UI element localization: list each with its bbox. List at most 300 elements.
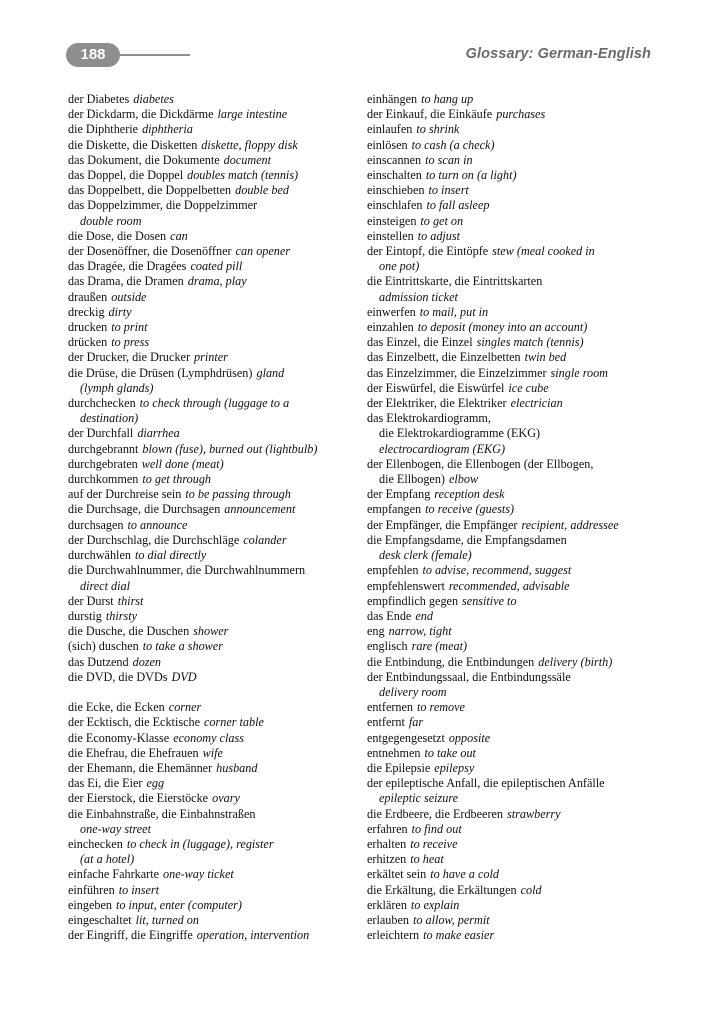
english-translation: end <box>415 608 433 623</box>
glossary-entry <box>68 746 358 761</box>
german-term: die Diskette, die Disketten <box>68 137 198 152</box>
german-term: das Drama, die Dramen <box>68 274 184 289</box>
english-translation: husband <box>216 760 258 775</box>
german-term: einschieben <box>367 183 425 198</box>
english-translation: epileptic seizure <box>379 791 459 806</box>
german-term: der Einkauf, die Einkäufe <box>367 107 493 122</box>
glossary-entry <box>367 305 657 320</box>
english-translation: (at a hotel) <box>80 852 135 867</box>
glossary-entry <box>367 867 657 882</box>
english-translation: to take out <box>424 745 476 760</box>
german-term: das Doppelzimmer, die Doppelzimmer <box>68 198 258 213</box>
english-translation: sensitive to <box>462 593 517 608</box>
english-translation: (lymph glands) <box>80 380 154 395</box>
german-term: das Dutzend <box>68 654 129 669</box>
german-term: der Eintopf, die Eintöpfe <box>367 244 489 259</box>
german-term: der Dickdarm, die Dickdärme <box>68 107 214 122</box>
page-number-badge: 188 <box>66 43 120 67</box>
glossary-entry <box>68 290 358 305</box>
glossary-entry <box>68 487 358 502</box>
german-term: erklären <box>367 897 407 912</box>
german-term: durstig <box>68 608 102 623</box>
glossary-entry <box>68 214 358 229</box>
german-term: der Durchschlag, die Durchschläge <box>68 532 240 547</box>
glossary-entry <box>367 107 657 122</box>
english-translation: diskette, floppy disk <box>201 137 298 152</box>
glossary-entry <box>68 807 358 822</box>
german-term: erleichtern <box>367 928 420 943</box>
glossary-entry <box>367 487 657 502</box>
english-translation: to print <box>111 320 148 335</box>
glossary-entry <box>367 457 657 472</box>
glossary-entry <box>68 791 358 806</box>
german-term: erfahren <box>367 821 408 836</box>
german-term: das Einzelzimmer, die Einzelzimmer <box>367 365 547 380</box>
glossary-entry <box>367 639 657 654</box>
english-translation: stew (meal cooked in <box>492 244 595 259</box>
english-translation: one-way street <box>80 821 151 836</box>
german-term: entgegengesetzt <box>367 730 445 745</box>
english-translation: to insert <box>428 183 469 198</box>
glossary-entry <box>367 259 657 274</box>
german-term: der Eierstock, die Eierstöcke <box>68 791 209 806</box>
glossary-entry <box>367 791 657 806</box>
english-translation: corner <box>168 700 202 715</box>
english-translation: singles match (tennis) <box>476 335 584 350</box>
english-translation: opposite <box>448 730 491 745</box>
glossary-entry <box>367 92 657 107</box>
german-term: drucken <box>68 320 108 335</box>
english-translation: operation, intervention <box>196 928 310 943</box>
german-term: die Erdbeere, die Erdbeeren <box>367 806 504 821</box>
german-term: die Durchsage, die Durchsagen <box>68 502 221 517</box>
german-term: erhalten <box>367 836 407 851</box>
english-translation: purchases <box>496 107 546 122</box>
glossary-entry <box>68 259 358 274</box>
german-term: der Drucker, die Drucker <box>68 350 190 365</box>
german-term: die Drüse, die Drüsen (Lymphdrüsen) <box>68 365 253 380</box>
german-term: durchchecken <box>68 396 136 411</box>
english-translation: to find out <box>411 821 462 836</box>
english-translation: coated pill <box>190 259 243 274</box>
english-translation: lit, turned on <box>135 912 199 927</box>
glossary-entry <box>367 350 657 365</box>
english-translation: to check in (luggage), register <box>126 836 274 851</box>
english-translation: shower <box>193 624 229 639</box>
english-translation: cold <box>520 882 542 897</box>
english-translation: delivery room <box>379 684 447 699</box>
glossary-entry <box>68 153 358 168</box>
english-translation: corner table <box>203 715 264 730</box>
german-term: der Empfang <box>367 487 431 502</box>
german-term: der Entbindungssaal, die Entbindungssäle <box>367 669 571 684</box>
glossary-entry <box>68 761 358 776</box>
german-term: die Eintrittskarte, die Eintrittskarten <box>367 274 543 289</box>
glossary-entry <box>367 776 657 791</box>
glossary-entry <box>68 244 358 259</box>
glossary-entry <box>367 442 657 457</box>
glossary-entry <box>68 624 358 639</box>
english-translation: to explain <box>410 897 460 912</box>
english-translation: well done (meat) <box>141 456 224 471</box>
german-term: die Dusche, die Duschen <box>68 624 190 639</box>
glossary-entry <box>367 670 657 685</box>
glossary-entry <box>367 214 657 229</box>
german-term: das Ei, die Eier <box>68 776 143 791</box>
glossary-entry <box>68 852 358 867</box>
german-term: eingeschaltet <box>68 912 132 927</box>
glossary-entry <box>367 138 657 153</box>
english-translation: to adjust <box>417 228 461 243</box>
glossary-entry <box>68 122 358 137</box>
english-translation: far <box>408 715 424 730</box>
german-term: empfindlich gegen <box>367 593 459 608</box>
english-translation: diphtheria <box>142 122 193 137</box>
glossary-entry <box>367 366 657 381</box>
english-translation: gland <box>256 365 285 380</box>
english-translation: rare (meat) <box>411 639 468 654</box>
german-term: der Elektriker, die Elektriker <box>367 396 507 411</box>
english-translation: to heat <box>410 852 444 867</box>
german-term: die Entbindung, die Entbindungen <box>367 654 535 669</box>
glossary-entry <box>68 913 358 928</box>
glossary-entry <box>367 335 657 350</box>
glossary-entry <box>68 700 358 715</box>
english-translation: electrocardiogram (EKG) <box>379 441 506 456</box>
german-term: entfernen <box>367 700 414 715</box>
glossary-entry <box>68 883 358 898</box>
german-term: die DVD, die DVDs <box>68 669 168 684</box>
glossary-entry <box>68 670 358 685</box>
german-term: der Empfänger, die Empfänger <box>367 517 518 532</box>
english-translation: announcement <box>224 502 296 517</box>
english-translation: one-way ticket <box>163 867 234 882</box>
german-term: einlösen <box>367 137 408 152</box>
german-term: das Ende <box>367 608 412 623</box>
glossary-entry <box>367 229 657 244</box>
english-translation: direct dial <box>80 578 130 593</box>
german-term: das Doppelbett, die Doppelbetten <box>68 183 232 198</box>
glossary-entry <box>68 867 358 882</box>
german-term: der Diabetes <box>68 92 130 106</box>
english-translation: thirsty <box>105 608 138 623</box>
english-translation: drama, play <box>187 274 247 289</box>
english-translation: delivery (birth) <box>538 654 613 669</box>
glossary-entry <box>68 472 358 487</box>
german-term: die Durchwahlnummer, die Durchwahlnummern <box>68 563 306 578</box>
glossary-entry <box>367 548 657 563</box>
german-term: das Elektrokardiogramm, <box>367 411 491 426</box>
german-term: eng <box>367 624 385 639</box>
english-translation: to have a cold <box>430 867 499 882</box>
english-translation: electrician <box>510 396 563 411</box>
german-term: einzahlen <box>367 320 414 335</box>
page-title: Glossary: German-English <box>465 46 651 62</box>
glossary-entry <box>68 396 358 411</box>
english-translation: recipient, addressee <box>521 517 619 532</box>
glossary-entry <box>68 579 358 594</box>
header-rule <box>118 54 190 56</box>
glossary-entry <box>367 579 657 594</box>
german-term: empfangen <box>367 502 422 517</box>
german-term: die Economy-Klasse <box>68 730 170 745</box>
glossary-entry <box>68 715 358 730</box>
english-translation: single room <box>550 365 608 380</box>
german-term: einschalten <box>367 168 422 183</box>
english-translation: diabetes <box>133 92 174 106</box>
german-term: erhitzen <box>367 852 407 867</box>
glossary-entry <box>367 411 657 426</box>
english-translation: dozen <box>132 654 162 669</box>
german-term: einhängen <box>367 92 418 106</box>
german-term: der Eingriff, die Eingriffe <box>68 928 193 943</box>
german-term: einfache Fahrkarte <box>68 867 160 882</box>
glossary-entry <box>367 502 657 517</box>
english-translation: DVD <box>171 669 197 684</box>
glossary-entry <box>367 320 657 335</box>
english-translation: to check through (luggage to a <box>139 396 290 411</box>
glossary-entry <box>68 457 358 472</box>
german-term: entfernt <box>367 715 405 730</box>
glossary-column-right <box>367 92 657 943</box>
english-translation: to deposit (money into an account) <box>417 320 588 335</box>
german-term: erkältet sein <box>367 867 427 882</box>
glossary-entry <box>367 274 657 289</box>
glossary-entry <box>68 198 358 213</box>
section-gap <box>68 685 358 700</box>
english-translation: to dial directly <box>134 548 207 563</box>
english-translation: outside <box>111 289 147 304</box>
english-translation: thirst <box>117 593 144 608</box>
english-translation: diarrhea <box>137 426 180 441</box>
german-term: entnehmen <box>367 745 421 760</box>
glossary-entry <box>68 274 358 289</box>
english-translation: dirty <box>108 304 132 319</box>
english-translation: to be passing through <box>185 487 291 502</box>
glossary-entry <box>367 913 657 928</box>
german-term: empfehlenswert <box>367 578 445 593</box>
glossary-entry <box>367 153 657 168</box>
english-translation: to remove <box>417 700 465 715</box>
german-term: die Erkältung, die Erkältungen <box>367 882 517 897</box>
glossary-entry <box>68 533 358 548</box>
glossary-entry <box>68 898 358 913</box>
german-term: die Einbahnstraße, die Einbahnstraßen <box>68 806 256 821</box>
glossary-entry <box>367 518 657 533</box>
english-translation: one pot) <box>379 259 420 274</box>
german-term: eingeben <box>68 897 112 912</box>
english-translation: to announce <box>127 517 188 532</box>
german-term: durchgebraten <box>68 456 138 471</box>
glossary-entry <box>68 609 358 624</box>
german-term: (sich) duschen <box>68 639 139 654</box>
glossary-entry <box>367 472 657 487</box>
glossary-entry <box>68 928 358 943</box>
german-term: die Dose, die Dosen <box>68 228 167 243</box>
english-translation: economy class <box>173 730 244 745</box>
glossary-entry <box>68 183 358 198</box>
german-term: empfehlen <box>367 563 419 578</box>
german-term: dreckig <box>68 304 105 319</box>
glossary-entry <box>367 807 657 822</box>
glossary-entry <box>68 502 358 517</box>
english-translation: to take a shower <box>142 639 223 654</box>
glossary-entry <box>68 320 358 335</box>
english-translation: reception desk <box>434 487 505 502</box>
glossary-entry <box>367 715 657 730</box>
glossary-entry <box>68 563 358 578</box>
english-translation: can <box>170 228 188 243</box>
glossary-entry <box>367 198 657 213</box>
german-term: einscannen <box>367 152 422 167</box>
glossary-entry <box>68 776 358 791</box>
glossary-entry <box>367 381 657 396</box>
german-term: die Empfangsdame, die Empfangsdamen <box>367 532 567 547</box>
glossary-column-left <box>68 92 358 943</box>
english-translation: to make easier <box>423 928 495 943</box>
glossary-entry <box>68 305 358 320</box>
glossary-entry <box>367 928 657 943</box>
english-translation: to fall asleep <box>426 198 490 213</box>
glossary-entry <box>367 624 657 639</box>
english-translation: to shrink <box>416 122 460 137</box>
english-translation: desk clerk (female) <box>379 548 472 563</box>
german-term: englisch <box>367 639 408 654</box>
glossary-entry <box>367 731 657 746</box>
glossary-entry <box>367 898 657 913</box>
german-term: die Diphtherie <box>68 122 139 137</box>
english-translation: egg <box>146 776 165 791</box>
english-translation: document <box>223 152 272 167</box>
glossary-entry <box>68 168 358 183</box>
english-translation: to input, enter (computer) <box>116 897 242 912</box>
german-term: der Eiswürfel, die Eiswürfel <box>367 380 505 395</box>
glossary-entry <box>367 655 657 670</box>
german-term: drücken <box>68 335 108 350</box>
english-translation: ovary <box>212 791 240 806</box>
glossary-entry <box>68 837 358 852</box>
english-translation: strawberry <box>507 806 561 821</box>
glossary-entry <box>367 822 657 837</box>
english-translation: to scan in <box>425 152 473 167</box>
glossary-entry <box>367 837 657 852</box>
german-term: das Doppel, die Doppel <box>68 168 184 183</box>
german-term: einschlafen <box>367 198 423 213</box>
glossary-entry <box>68 350 358 365</box>
page-header <box>0 0 717 80</box>
german-term: durchkommen <box>68 472 139 487</box>
glossary-entry <box>68 548 358 563</box>
german-term: die Epilepsie <box>367 760 431 775</box>
english-translation: admission ticket <box>379 289 458 304</box>
glossary-entry <box>68 426 358 441</box>
english-translation: to advise, recommend, suggest <box>422 563 572 578</box>
german-term: durchsagen <box>68 517 124 532</box>
german-term: durchgebrannt <box>68 441 139 456</box>
german-term: einsteigen <box>367 213 417 228</box>
glossary-entry <box>367 122 657 137</box>
glossary-entry <box>68 107 358 122</box>
english-translation: doubles match (tennis) <box>187 168 299 183</box>
german-term: das Einzel, die Einzel <box>367 335 473 350</box>
english-translation: to cash (a check) <box>411 137 495 152</box>
german-term: der Dosenöffner, die Dosenöffner <box>68 244 232 259</box>
german-term: der epileptische Anfall, die epileptischen Anfälle <box>367 776 605 791</box>
german-term: durchwählen <box>68 548 131 563</box>
german-term: einführen <box>68 882 115 897</box>
english-translation: to press <box>111 335 150 350</box>
german-term: das Dokument, die Dokumente <box>68 152 220 167</box>
glossary-entry <box>68 381 358 396</box>
glossary-entry <box>367 183 657 198</box>
german-term: das Dragée, die Dragées <box>68 259 187 274</box>
glossary-entry <box>68 92 358 107</box>
glossary-entry <box>68 411 358 426</box>
german-term: die Ellbogen) <box>379 472 445 487</box>
german-term: der Ehemann, die Ehemänner <box>68 760 213 775</box>
english-translation: narrow, tight <box>388 624 452 639</box>
glossary-entry <box>68 138 358 153</box>
german-term: auf der Durchreise sein <box>68 487 182 502</box>
english-translation: to allow, permit <box>412 912 490 927</box>
english-translation: can opener <box>235 244 291 259</box>
german-term: die Ecke, die Ecken <box>68 700 165 715</box>
german-term: der Durchfall <box>68 426 134 441</box>
glossary-entry <box>367 594 657 609</box>
glossary-entry <box>367 290 657 305</box>
german-term: einstellen <box>367 228 414 243</box>
german-term: der Durst <box>68 593 114 608</box>
english-translation: blown (fuse), burned out (lightbulb) <box>142 441 318 456</box>
glossary-entry <box>68 639 358 654</box>
german-term: einchecken <box>68 836 123 851</box>
english-translation: epilepsy <box>434 760 475 775</box>
english-translation: to receive <box>410 836 458 851</box>
german-term: das Einzelbett, die Einzelbetten <box>367 350 521 365</box>
german-term: die Ehefrau, die Ehefrauen <box>68 745 199 760</box>
glossary-entry <box>68 518 358 533</box>
glossary-entry <box>367 852 657 867</box>
glossary-entry <box>367 396 657 411</box>
glossary-entry <box>68 822 358 837</box>
glossary-entry <box>68 655 358 670</box>
english-translation: twin bed <box>524 350 567 365</box>
english-translation: destination) <box>80 411 139 426</box>
english-translation: double bed <box>235 183 289 198</box>
english-translation: to get on <box>420 213 464 228</box>
glossary-entry <box>68 366 358 381</box>
english-translation: colander <box>243 532 287 547</box>
english-translation: to receive (guests) <box>425 502 515 517</box>
german-term: der Ellenbogen, die Ellenbogen (der Ellbogen, <box>367 456 594 471</box>
glossary-entry <box>68 335 358 350</box>
glossary-entry <box>367 426 657 441</box>
glossary-entry <box>68 229 358 244</box>
english-translation: to get through <box>142 472 212 487</box>
glossary-entry <box>367 700 657 715</box>
glossary-entry <box>367 563 657 578</box>
english-translation: printer <box>194 350 228 365</box>
glossary-entry <box>367 685 657 700</box>
english-translation: to insert <box>118 882 159 897</box>
german-term: draußen <box>68 289 108 304</box>
glossary-entry <box>68 442 358 457</box>
german-term: einwerfen <box>367 304 416 319</box>
glossary-entry <box>367 609 657 624</box>
english-translation: to hang up <box>421 92 474 106</box>
german-term: erlauben <box>367 912 409 927</box>
glossary-entry <box>367 168 657 183</box>
